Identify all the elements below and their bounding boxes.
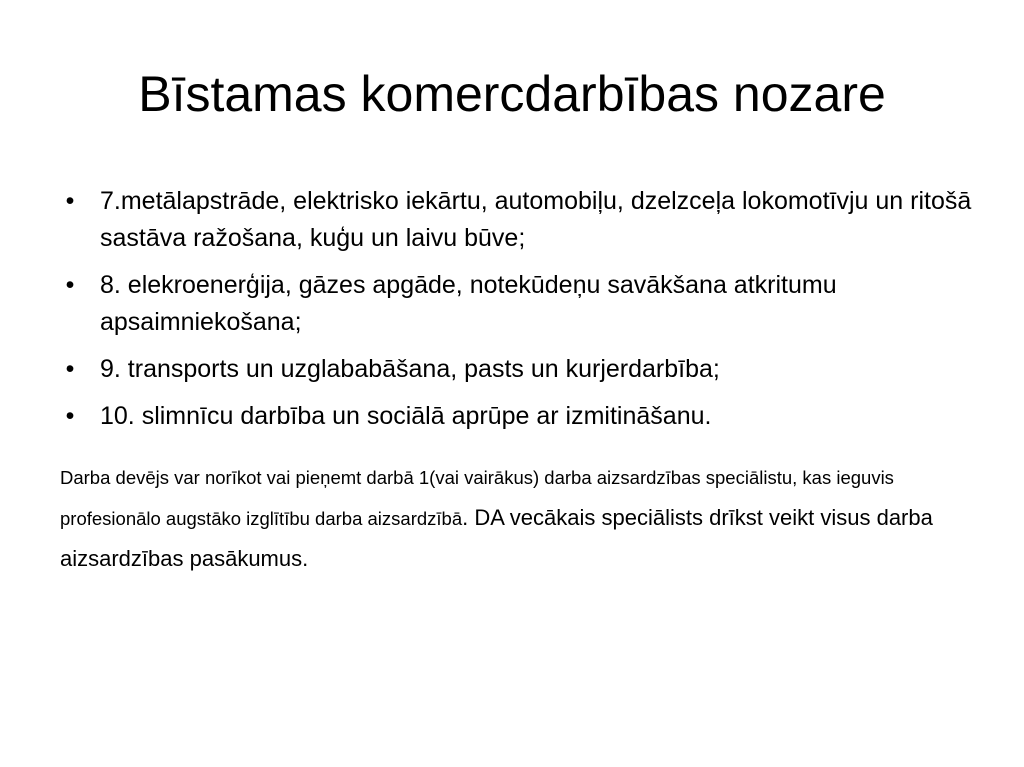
bullet-icon: • (65, 402, 75, 430)
bullet-text: 8. elekroenerģija, gāzes apgāde, notekūdeņu savākšana atkritumu apsaimniekošana; (100, 271, 837, 336)
list-item (60, 398, 980, 435)
note-text-part1: Darba devējs var norīkot vai pieņemt darbā 1(vai vairākus) darba aizsardzības speciālistu, kas ieguvis profesionālo augstāko izglītību darba aizsardzībā (60, 467, 894, 529)
list-item (60, 351, 980, 388)
list-item (60, 183, 980, 257)
bullet-list (60, 183, 980, 445)
bullet-icon: • (65, 187, 75, 215)
bullet-text: 9. transports un uzglababāšana, pasts un kurjerdarbība; (100, 355, 720, 383)
bullet-icon: • (65, 271, 75, 299)
list-item (60, 267, 980, 341)
bullet-text: 10. slimnīcu darbība un sociālā aprūpe ar izmitināšanu. (100, 402, 712, 430)
note-paragraph (60, 458, 980, 580)
bullet-text: 7.metālapstrāde, elektrisko iekārtu, automobiļu, dzelzceļa lokomotīvju un ritošā sastāva ražošana, kuģu un laivu būve; (100, 187, 972, 252)
note-text-part2: . DA vecākais speciālists drīkst veikt visus darba aizsardzības pasākumus. (60, 505, 933, 571)
slide-title: Bīstamas komercdarbības nozare (138, 66, 886, 122)
bullet-icon: • (65, 355, 75, 383)
